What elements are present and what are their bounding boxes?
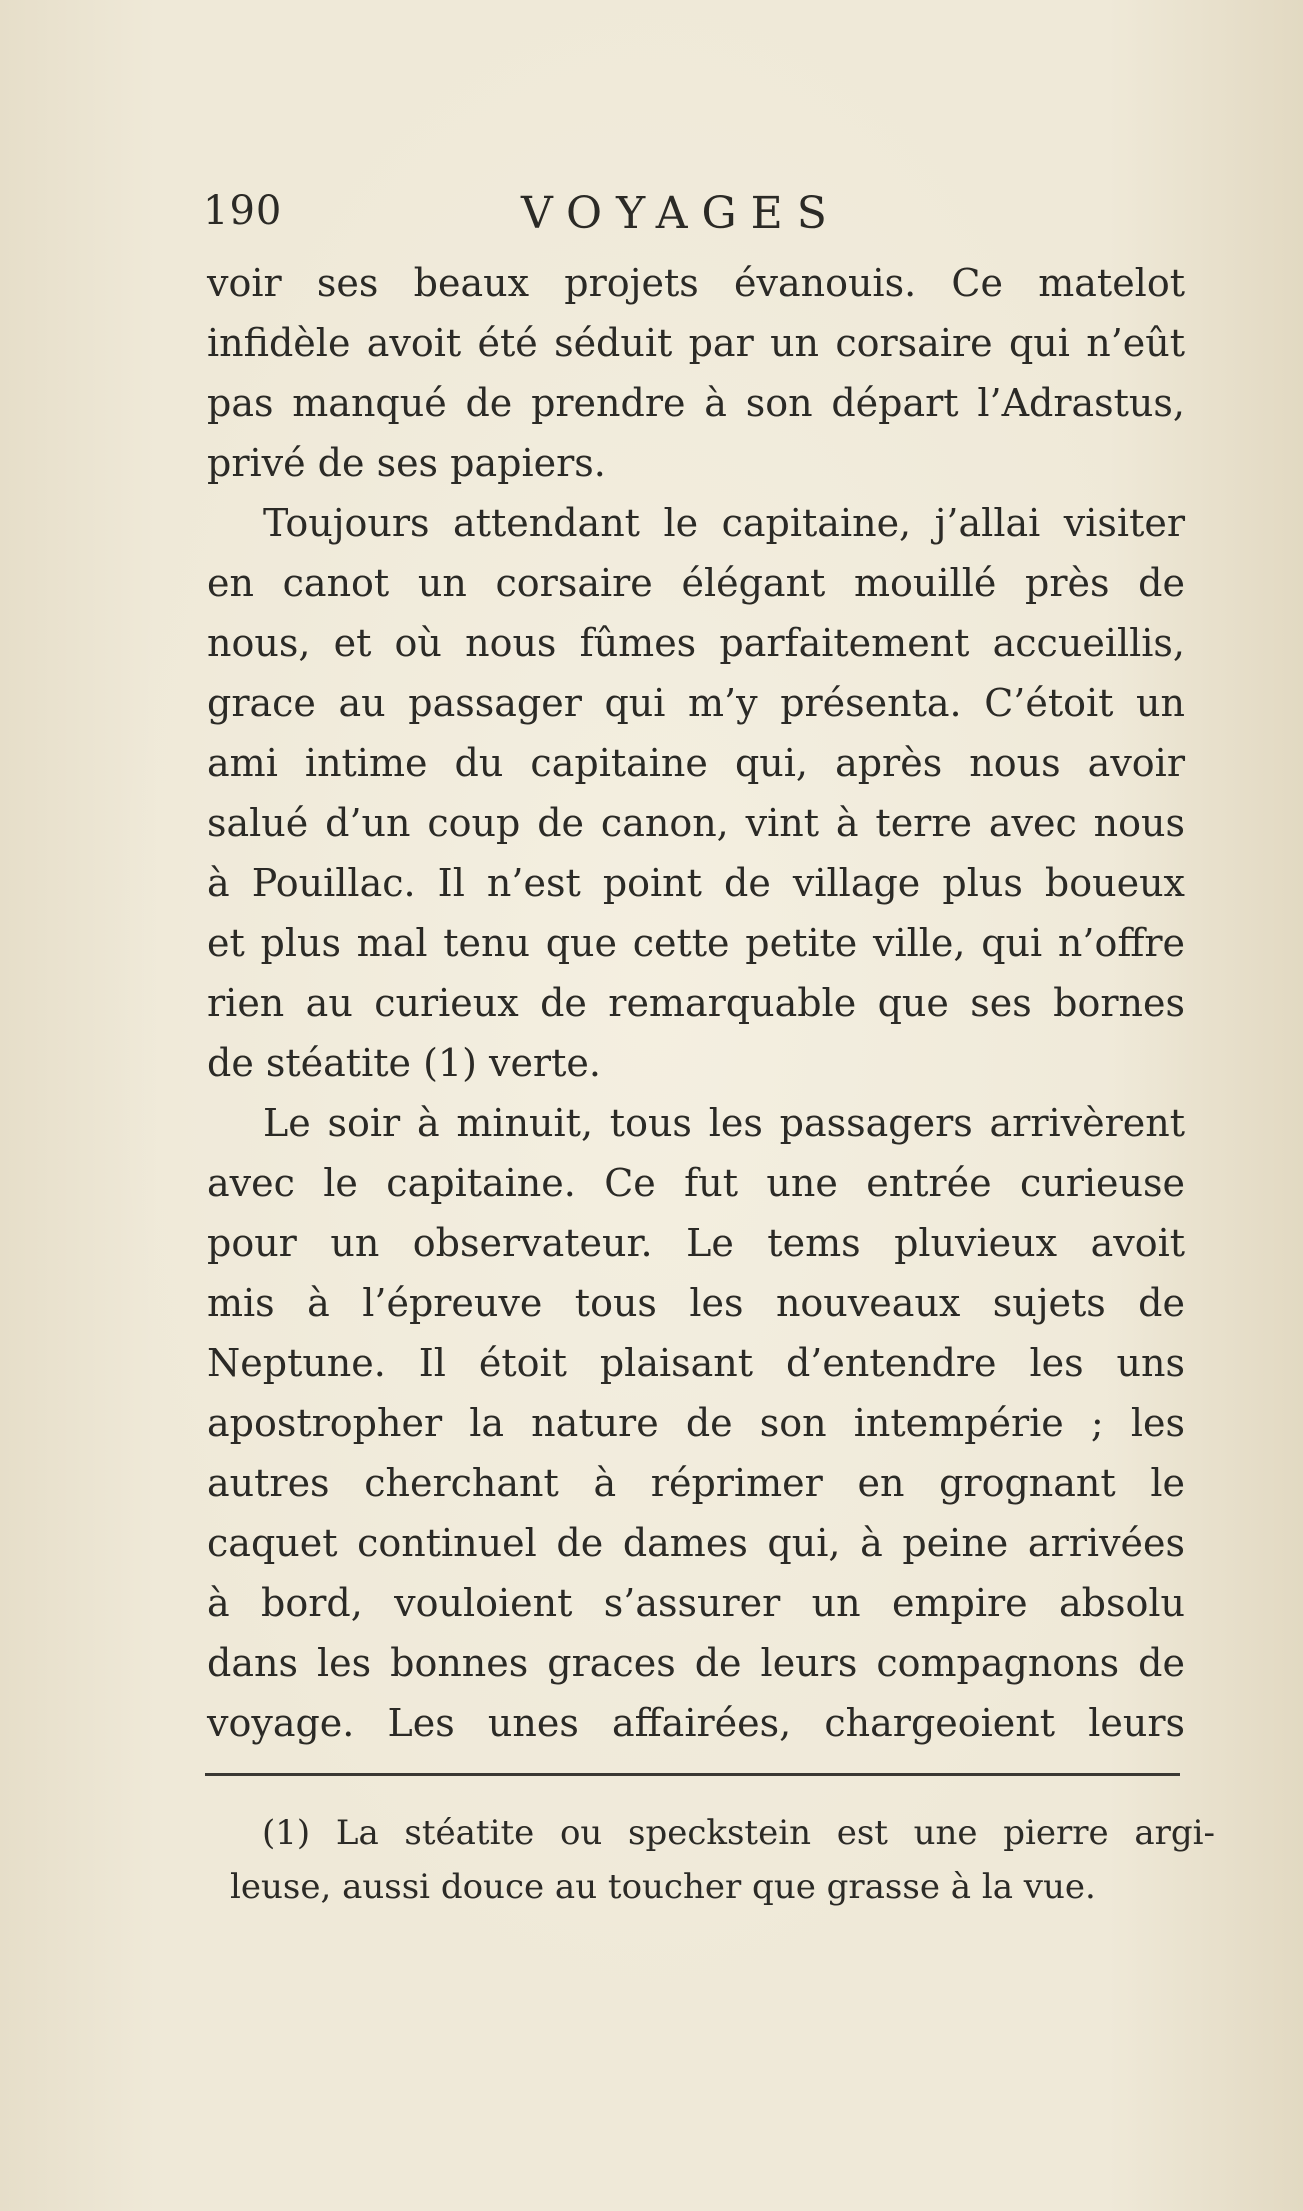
- text-line: pas manqué de prendre à son départ l’Adrastus,: [207, 381, 1185, 425]
- text-line: dans les bonnes graces de leurs compagnons de: [207, 1641, 1185, 1685]
- text-line: et plus mal tenu que cette petite ville, qui n’offre: [207, 921, 1185, 965]
- page-number: 190: [203, 188, 283, 234]
- text-line: voir ses beaux projets évanouis. Ce matelot: [207, 261, 1185, 305]
- text-line: grace au passager qui m’y présenta. C’étoit un: [207, 681, 1185, 725]
- text-line: à bord, vouloient s’assurer un empire absolu: [207, 1581, 1185, 1625]
- text-line: à Pouillac. Il n’est point de village plus boueux: [207, 861, 1185, 905]
- text-line: pour un observateur. Le tems pluvieux avoit: [207, 1221, 1185, 1265]
- text-line: caquet continuel de dames qui, à peine arrivées: [207, 1521, 1185, 1565]
- footnote: [230, 1806, 1215, 1914]
- text-line: de stéatite (1) verte.: [207, 1041, 601, 1085]
- text-line: apostropher la nature de son intempérie ; les: [207, 1401, 1185, 1445]
- text-line: Toujours attendant le capitaine, j’allai visiter: [263, 501, 1185, 545]
- text-line: avec le capitaine. Ce fut une entrée curieuse: [207, 1161, 1185, 1205]
- text-line: en canot un corsaire élégant mouillé près de: [207, 561, 1185, 605]
- text-line: nous, et où nous fûmes parfaitement accueillis,: [207, 621, 1185, 665]
- text-line: Le soir à minuit, tous les passagers arrivèrent: [263, 1101, 1185, 1145]
- footnote-line: (1) La stéatite ou speckstein est une pierre argi-: [262, 1813, 1215, 1853]
- text-line: privé de ses papiers.: [207, 441, 606, 485]
- page-header: [203, 180, 903, 240]
- text-line: voyage. Les unes affairées, chargeoient leurs: [207, 1701, 1185, 1745]
- footnote-line: leuse, aussi douce au toucher que grasse à la vue.: [230, 1867, 1096, 1907]
- text-line: rien au curieux de remarquable que ses bornes: [207, 981, 1185, 1025]
- text-line: salué d’un coup de canon, vint à terre avec nous: [207, 801, 1185, 845]
- text-line: ami intime du capitaine qui, après nous avoir: [207, 741, 1185, 785]
- body-text: [207, 253, 1185, 1753]
- text-line: Neptune. Il étoit plaisant d’entendre les uns: [207, 1341, 1185, 1385]
- text-line: autres cherchant à réprimer en grognant le: [207, 1461, 1185, 1505]
- footnote-divider: [205, 1773, 1180, 1776]
- text-line: mis à l’épreuve tous les nouveaux sujets de: [207, 1281, 1185, 1325]
- running-head: VOYAGES: [521, 188, 841, 239]
- text-line: infidèle avoit été séduit par un corsaire qui n’eût: [207, 321, 1185, 365]
